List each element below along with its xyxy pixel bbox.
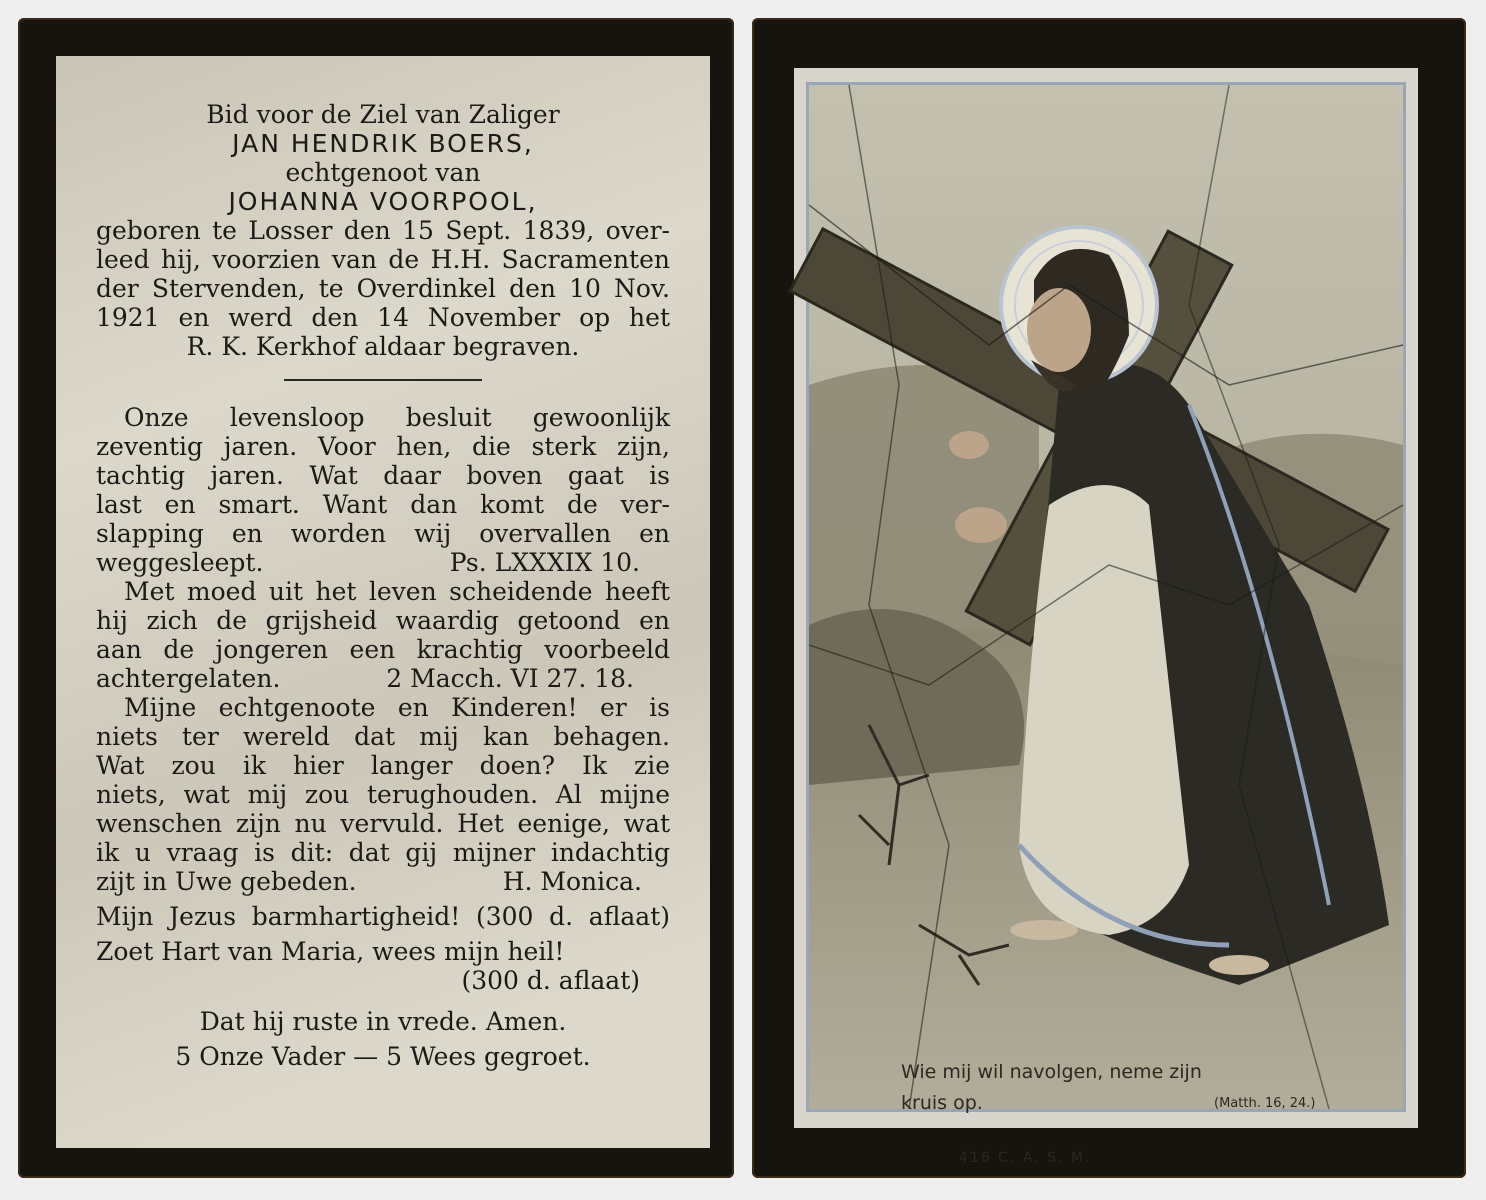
text-panel bbox=[56, 56, 710, 1148]
psalm-last-line bbox=[96, 548, 670, 577]
prayer-line: Bid voor de Ziel van Zaliger bbox=[206, 100, 560, 129]
christ-carrying-cross-illustration bbox=[809, 85, 1403, 1109]
closing-line-2: 5 Onze Vader — 5 Wees gegroet. bbox=[175, 1042, 591, 1071]
psalm-line: slapping en worden wij overvallen en bbox=[96, 519, 670, 548]
spouse-of-line: echtgenoot van bbox=[285, 158, 481, 187]
macch-last-line bbox=[96, 664, 670, 693]
caption-line-2: kruis op. bbox=[901, 1092, 983, 1114]
monica-line: niets ter wereld dat mij kan behagen. bbox=[96, 722, 670, 751]
macch-line: Met moed uit het leven scheidende heeft bbox=[124, 577, 670, 606]
bio-line: der Stervenden, te Overdinkel den 10 Nov. bbox=[96, 274, 670, 303]
bio-line: leed hij, voorzien van de H.H. Sacramenten bbox=[96, 245, 670, 274]
ejaculation-jezus: Mijn Jezus barmhartigheid! (300 d. aflaat) bbox=[96, 902, 670, 931]
bio-line: 1921 en werd den 14 November op het bbox=[96, 303, 670, 332]
ejaculation-maria: Zoet Hart van Maria, wees mijn heil! bbox=[96, 937, 565, 966]
deceased-name: JAN HENDRIK BOERS, bbox=[232, 129, 534, 158]
monica-line: Mijne echtgenoote en Kinderen! er is bbox=[124, 693, 670, 722]
memorial-card-text-side bbox=[18, 18, 734, 1178]
bio-line: geboren te Losser den 15 Sept. 1839, over- bbox=[96, 216, 670, 245]
psalm-line: zeventig jaren. Voor hen, die sterk zijn, bbox=[96, 432, 670, 461]
psalm-line: last en smart. Want dan komt de ver- bbox=[96, 490, 670, 519]
printer-mark: 416 C. A. S. M. bbox=[959, 1150, 1092, 1166]
closing-line-1: Dat hij ruste in vrede. Amen. bbox=[199, 1007, 567, 1036]
psalm-reference: Ps. LXXXIX 10. bbox=[449, 548, 640, 577]
caption-reference: (Matth. 16, 24.) bbox=[1214, 1096, 1316, 1111]
monica-reference: H. Monica. bbox=[502, 867, 642, 896]
monica-line: Wat zou ik hier langer doen? Ik zie bbox=[96, 751, 670, 780]
bio-line: R. K. Kerkhof aldaar begraven. bbox=[186, 332, 580, 361]
psalm-line: tachtig jaren. Wat daar boven gaat is bbox=[96, 461, 670, 490]
image-panel bbox=[794, 68, 1418, 1166]
picture-frame bbox=[806, 82, 1406, 1166]
maria-aflaat: (300 d. aflaat) bbox=[461, 966, 640, 995]
psalm-paragraph bbox=[96, 403, 670, 577]
monica-last-text: zijt in Uwe gebeden. bbox=[96, 867, 357, 896]
divider-rule bbox=[284, 379, 482, 381]
psalm-line: Onze levensloop besluit gewoonlijk bbox=[124, 403, 670, 432]
memorial-card-image-side bbox=[752, 18, 1466, 1178]
caption-line-1: Wie mij wil navolgen, neme zijn bbox=[901, 1061, 1202, 1083]
spouse-name: JOHANNA VOORPOOL, bbox=[228, 187, 538, 216]
bio-paragraph bbox=[96, 216, 670, 361]
macch-line: aan de jongeren een krachtig voorbeeld bbox=[96, 635, 670, 664]
monica-paragraph bbox=[96, 693, 670, 896]
monica-last-line bbox=[96, 867, 670, 896]
monica-line: ik u vraag is dit: dat gij mijner indachtig bbox=[96, 838, 670, 867]
psalm-last-text: weggesleept. bbox=[96, 548, 264, 577]
macch-paragraph bbox=[96, 577, 670, 693]
monica-line: niets, wat mij zou terughouden. Al mijne bbox=[96, 780, 670, 809]
macch-last-text: achtergelaten. bbox=[96, 664, 281, 693]
macch-reference: 2 Macch. VI 27. 18. bbox=[386, 664, 634, 693]
macch-line: hij zich de grijsheid waardig getoond en bbox=[96, 606, 670, 635]
monica-line: wenschen zijn nu vervuld. Het eenige, wat bbox=[96, 809, 670, 838]
